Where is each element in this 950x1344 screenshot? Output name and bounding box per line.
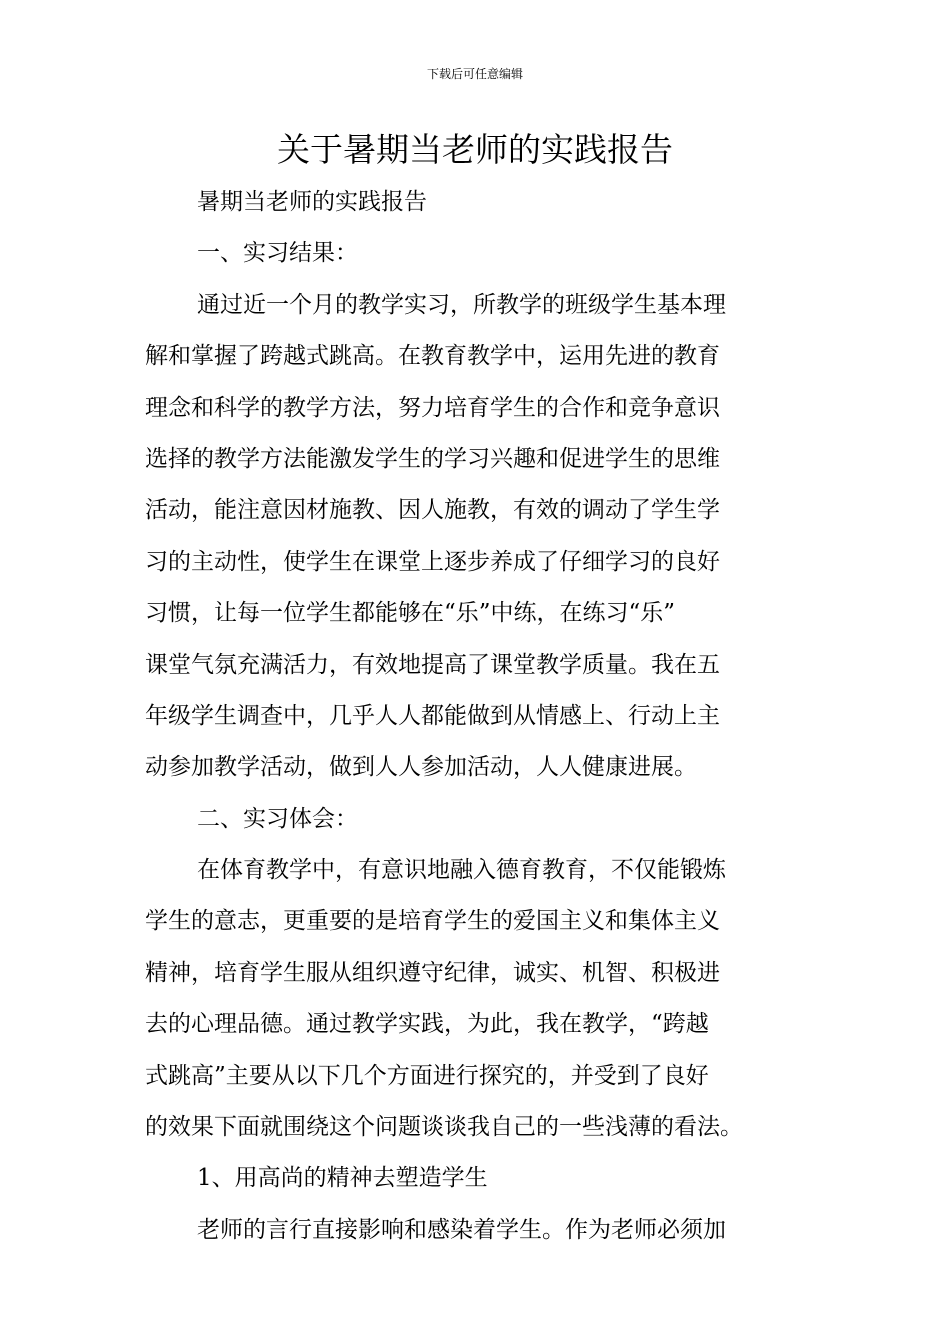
text-line: 式跳高”主要从以下几个方面进行探究的，并受到了良好 xyxy=(145,1062,709,1089)
text-line: 课堂气氛充满活力，有效地提高了课堂教学质量。我在五 xyxy=(145,651,720,678)
text-line: 年级学生调查中，几乎人人都能做到从情感上、行动上主 xyxy=(145,702,720,729)
text-line: 暑期当老师的实践报告 xyxy=(197,189,427,215)
text-line: 理念和科学的教学方法，努力培育学生的合作和竞争意识 xyxy=(145,394,720,421)
text-line: 的效果下面就围绕这个问题谈谈我自己的一些浅薄的看法。 xyxy=(145,1114,743,1141)
text-line: 学生的意志，更重要的是培育学生的爱国主义和集体主义 xyxy=(145,908,720,935)
text-line: 选择的教学方法能激发学生的学习兴趣和促进学生的思维 xyxy=(145,445,720,472)
text-line: 习的主动性，使学生在课堂上逐步养成了仔细学习的良好 xyxy=(145,548,720,575)
document-body xyxy=(145,177,807,1256)
page-header-note: 下载后可任意编辑 xyxy=(426,67,523,81)
text-line: 老师的言行直接影响和感染着学生。作为老师必须加 xyxy=(197,1216,726,1243)
text-line: 活动，能注意因材施教、因人施教，有效的调动了学生学 xyxy=(145,497,720,524)
text-line: 一、实习结果： xyxy=(197,240,358,267)
text-line: 习惯，让每一位学生都能够在“乐”中练，在练习“乐” xyxy=(145,600,676,627)
text-line: 1、用高尚的精神去塑造学生 xyxy=(197,1165,488,1192)
text-line: 在体育教学中，有意识地融入德育教育，不仅能锻炼 xyxy=(197,857,726,884)
text-line: 通过近一个月的教学实习，所教学的班级学生基本理 xyxy=(197,291,726,318)
text-line: 二、实习体会： xyxy=(197,805,358,832)
text-line: 去的心理品德。通过教学实践，为此，我在教学，“跨越 xyxy=(145,1011,709,1038)
document-title: 关于暑期当老师的实践报告 xyxy=(277,130,673,169)
text-line: 动参加教学活动，做到人人参加活动，人人健康进展。 xyxy=(145,754,697,781)
text-line: 解和掌握了跨越式跳高。在教育教学中，运用先进的教育 xyxy=(145,343,720,370)
text-line: 精神，培育学生服从组织遵守纪律，诚实、机智、积极进 xyxy=(145,959,720,986)
